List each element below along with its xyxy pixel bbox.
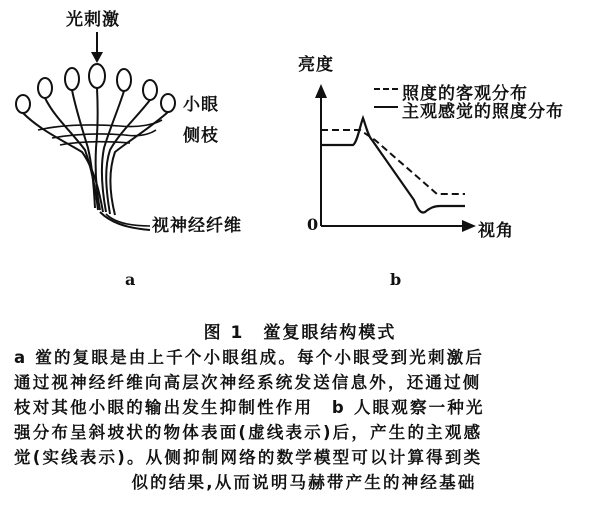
caption-line: a 鲎的复眼是由上千个小眼组成。每个小眼受到光刺激后	[14, 348, 485, 367]
y-axis-arrow	[315, 84, 327, 98]
stimulus-label: 光刺激	[66, 10, 120, 30]
caption-line: 觉(实线表示)。从侧抑制网络的数学模型可以计算得到类	[14, 448, 483, 467]
x-axis-label: 视角	[478, 221, 514, 241]
objective-illumination-curve	[321, 130, 465, 194]
caption-line: 枝对其他小眼的输出发生抑制性作用 b 人眼观察一种光	[14, 398, 485, 417]
ommatidia-cluster	[16, 32, 175, 230]
caption-line: 似的结果,从而说明马赫带产生的神经基础	[131, 473, 477, 492]
perceived-illumination-curve	[321, 118, 465, 213]
collaterals-label: 侧枝	[183, 126, 219, 146]
y-axis-label: 亮度	[298, 55, 334, 75]
caption-line: 通过视神经纤维向高层次神经系统发送信息外，还通过侧	[14, 373, 482, 392]
origin-label: 0	[307, 215, 319, 234]
panel-b-sublabel: b	[390, 270, 402, 289]
figure-title: 图 1 鲎复眼结构模式	[203, 323, 397, 343]
ommatidia-label: 小眼	[183, 95, 219, 115]
stimulus-arrowhead	[91, 52, 103, 63]
x-axis-arrow	[462, 220, 476, 232]
legend-solid-text: 主观感觉的照度分布	[402, 102, 564, 122]
panel-a-sublabel: a	[125, 270, 136, 289]
figure-caption	[14, 345, 594, 495]
caption-line: 强分布呈斜坡状的物体表面(虚线表示)后，产生的主观感	[14, 423, 483, 442]
legend-dashed-text: 照度的客观分布	[402, 84, 528, 104]
optic-fiber-label: 视神经纤维	[152, 216, 242, 236]
